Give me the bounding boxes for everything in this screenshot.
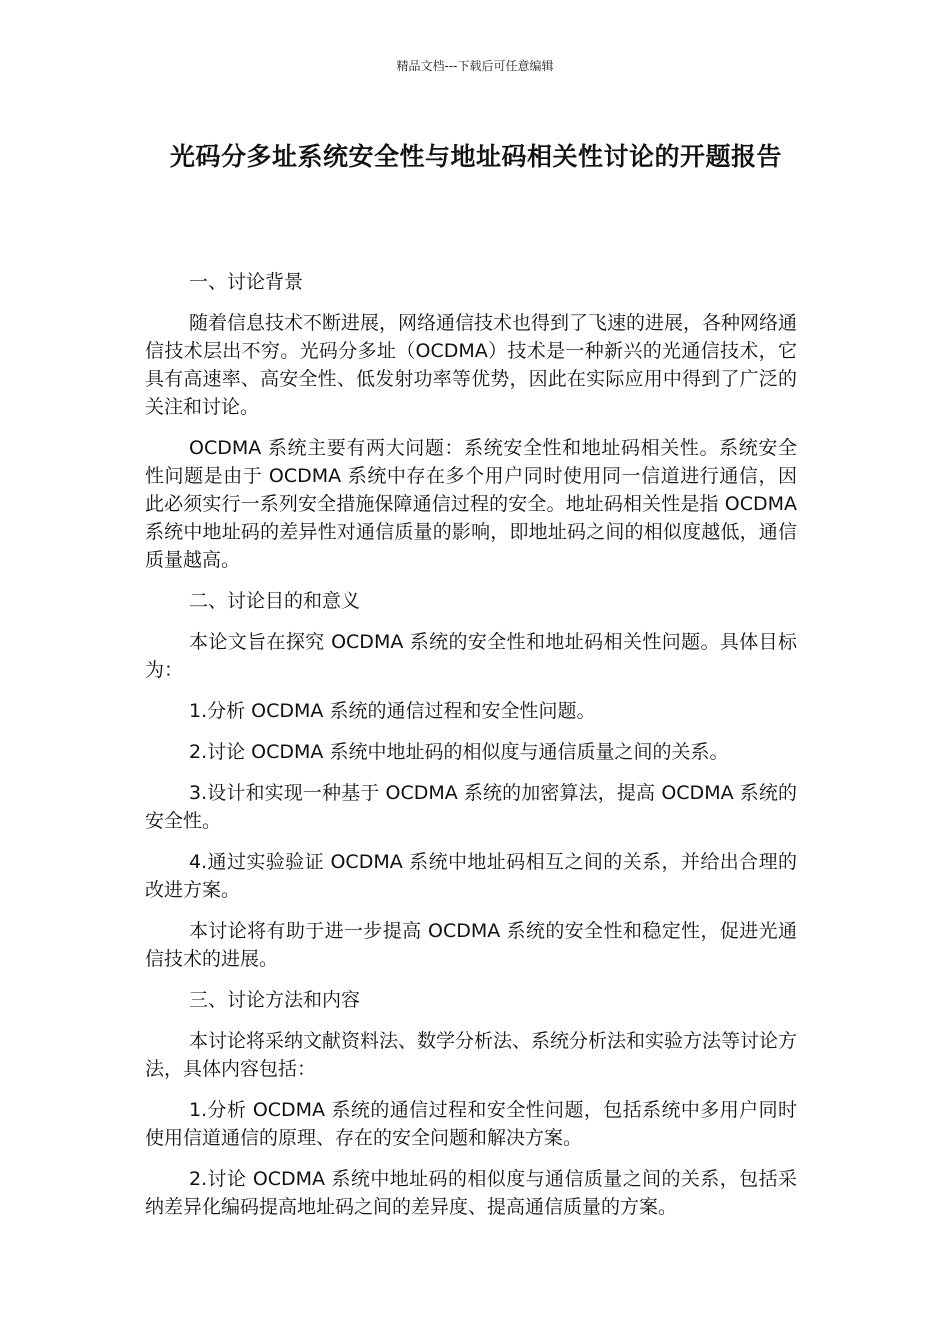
list-item: 4.通过实验验证 OCDMA 系统中地址码相互之间的关系，并给出合理的改进方案。 [145,851,797,901]
list-item: 2.讨论 OCDMA 系统中地址码的相似度与通信质量之间的关系。 [189,741,729,763]
paragraph: 随着信息技术不断进展，网络通信技术也得到了飞速的进展，各种网络通信技术层出不穷。光码分多址（OCDMA）技术是一种新兴的光通信技术，它具有高速率、高安全性、低发射功率等优势，因此在实际应用中得到了广泛的关注和讨论。 [145,312,798,418]
list-item: 1.分析 OCDMA 系统的通信过程和安全性问题，包括系统中多用户同时使用信道通信的原理、存在的安全问题和解决方案。 [145,1099,797,1149]
paragraph: OCDMA 系统主要有两大问题：系统安全性和地址码相关性。系统安全性问题是由于 OCDMA 系统中存在多个用户同时使用同一信道进行通信，因此必须实行一系列安全措施保障通信过程的安全。地址码相关性是指 OCDMA 系统中地址码的差异性对通信质量的影响，即地址码之间的相似度越低，通信质量越高。 [145,437,797,571]
list-item: 1.分析 OCDMA 系统的通信过程和安全性问题。 [189,700,596,722]
section-heading-purpose: 二、讨论目的和意义 [189,590,361,612]
list-item: 2.讨论 OCDMA 系统中地址码的相似度与通信质量之间的关系，包括采纳差异化编码提高地址码之间的差异度、提高通信质量的方案。 [145,1168,797,1218]
paragraph: 本论文旨在探究 OCDMA 系统的安全性和地址码相关性问题。具体目标为： [145,631,797,681]
document-title: 光码分多址系统安全性与地址码相关性讨论的开题报告 [169,142,782,171]
document-body [145,268,797,1234]
paragraph: 本讨论将有助于进一步提高 OCDMA 系统的安全性和稳定性，促进光通信技术的进展。 [145,920,797,970]
section-heading-methods: 三、讨论方法和内容 [189,989,361,1011]
list-item: 3.设计和实现一种基于 OCDMA 系统的加密算法，提高 OCDMA 系统的安全性。 [145,782,797,832]
section-heading-background: 一、讨论背景 [189,271,304,293]
paragraph: 本讨论将采纳文献资料法、数学分析法、系统分析法和实验方法等讨论方法，具体内容包括： [145,1030,798,1080]
page-header: 精品文档---下载后可任意编辑 [396,59,554,73]
